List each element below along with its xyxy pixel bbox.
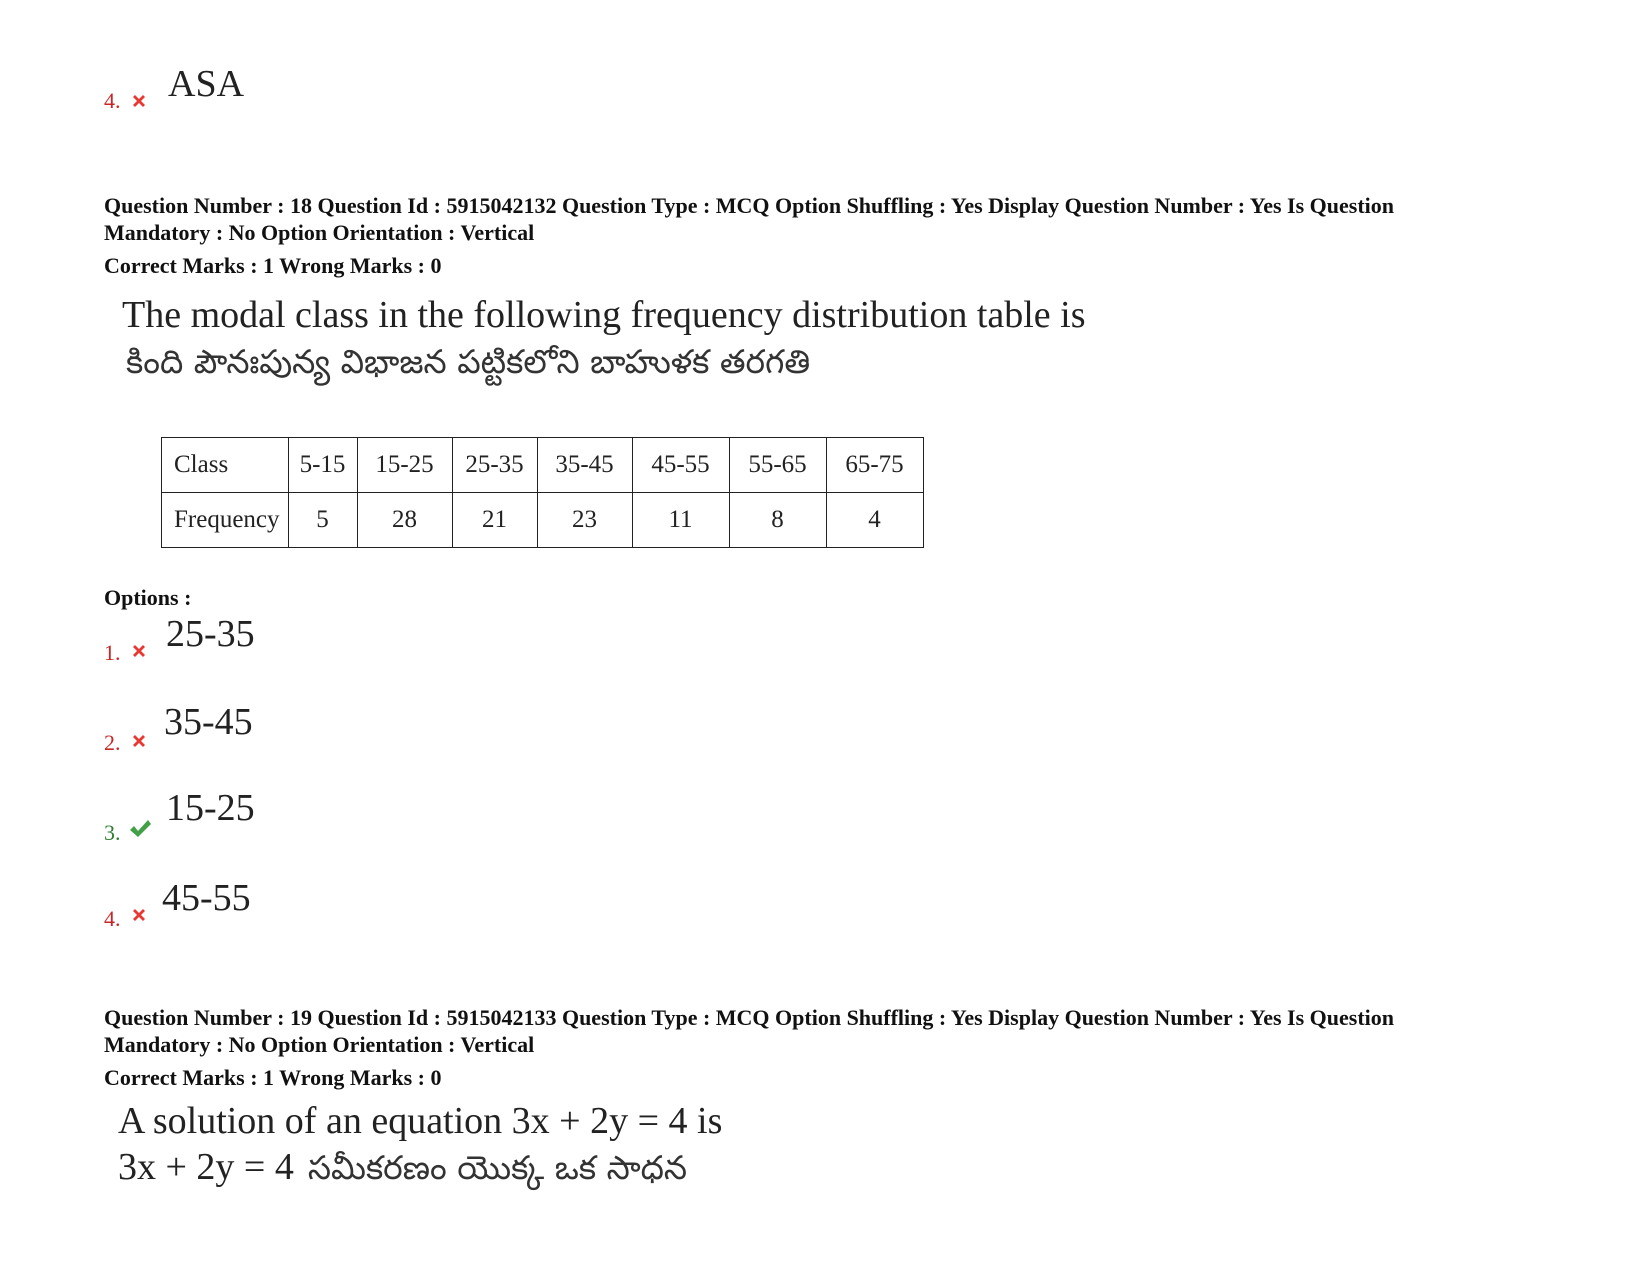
option-text: 15-25 xyxy=(166,787,255,829)
question-19-stem-te-line xyxy=(118,1144,687,1195)
option-text: 25-35 xyxy=(166,613,255,655)
question-18-marks: Correct Marks : 1 Wrong Marks : 0 xyxy=(104,253,442,278)
option-text: 35-45 xyxy=(164,701,253,743)
cross-icon xyxy=(130,732,148,750)
question-18-meta xyxy=(104,192,1624,246)
question-19-meta xyxy=(104,1004,1624,1058)
table-cell: 4 xyxy=(826,493,923,548)
table-cell: 15-25 xyxy=(357,438,452,493)
table-row xyxy=(162,493,924,548)
prev-option-4 xyxy=(104,88,121,114)
meta-line-1: Question Number : 18 Question Id : 5915042132 Question Type : MCQ Option Shuffling : Yes Display Question Number : Yes Is Question xyxy=(104,193,1394,218)
option-4 xyxy=(104,906,121,932)
table-cell: 25-35 xyxy=(452,438,537,493)
table-cell: Class xyxy=(162,438,289,493)
option-1 xyxy=(104,640,121,666)
option-number: 4. xyxy=(104,906,121,931)
table-cell: 11 xyxy=(632,493,729,548)
question-18-stem-en: The modal class in the following frequency distribution table is xyxy=(122,294,1086,336)
question-18-stem-te: కింది పౌనఃపున్య విభాజన పట్టికలోని బాహుళక తరగతి xyxy=(126,342,811,381)
frequency-table xyxy=(161,437,924,548)
table-cell: 21 xyxy=(452,493,537,548)
cross-icon xyxy=(130,642,148,660)
option-text: ASA xyxy=(168,63,245,105)
table-cell: 5-15 xyxy=(288,438,357,493)
table-cell: 55-65 xyxy=(729,438,826,493)
table-cell: 5 xyxy=(288,493,357,548)
cross-icon xyxy=(130,92,148,110)
meta-line-2: Mandatory : No Option Orientation : Vertical xyxy=(104,1032,535,1057)
question-19-marks: Correct Marks : 1 Wrong Marks : 0 xyxy=(104,1065,442,1090)
meta-line-1: Question Number : 19 Question Id : 5915042133 Question Type : MCQ Option Shuffling : Yes Display Question Number : Yes Is Question xyxy=(104,1005,1394,1030)
table-cell: 28 xyxy=(357,493,452,548)
cross-icon xyxy=(130,906,148,924)
table-cell: Frequency xyxy=(162,493,289,548)
option-2 xyxy=(104,730,121,756)
option-3 xyxy=(104,820,121,846)
question-19-stem-te: సమీకరణం యొక్క ఒక సాధన xyxy=(307,1148,688,1187)
meta-line-2: Mandatory : No Option Orientation : Vertical xyxy=(104,220,535,245)
table-row xyxy=(162,438,924,493)
equation-text: 3x + 2y = 4 xyxy=(118,1146,294,1188)
option-number: 1. xyxy=(104,640,121,665)
table-cell: 35-45 xyxy=(537,438,632,493)
table-cell: 45-55 xyxy=(632,438,729,493)
table-cell: 65-75 xyxy=(826,438,923,493)
option-number: 2. xyxy=(104,730,121,755)
table-cell: 23 xyxy=(537,493,632,548)
options-label: Options : xyxy=(104,585,192,610)
option-text: 45-55 xyxy=(162,877,251,919)
question-19-stem-en: A solution of an equation 3x + 2y = 4 is xyxy=(118,1100,723,1142)
table-cell: 8 xyxy=(729,493,826,548)
option-number: 3. xyxy=(104,820,121,845)
option-number: 4. xyxy=(104,88,121,113)
check-icon xyxy=(128,818,152,840)
